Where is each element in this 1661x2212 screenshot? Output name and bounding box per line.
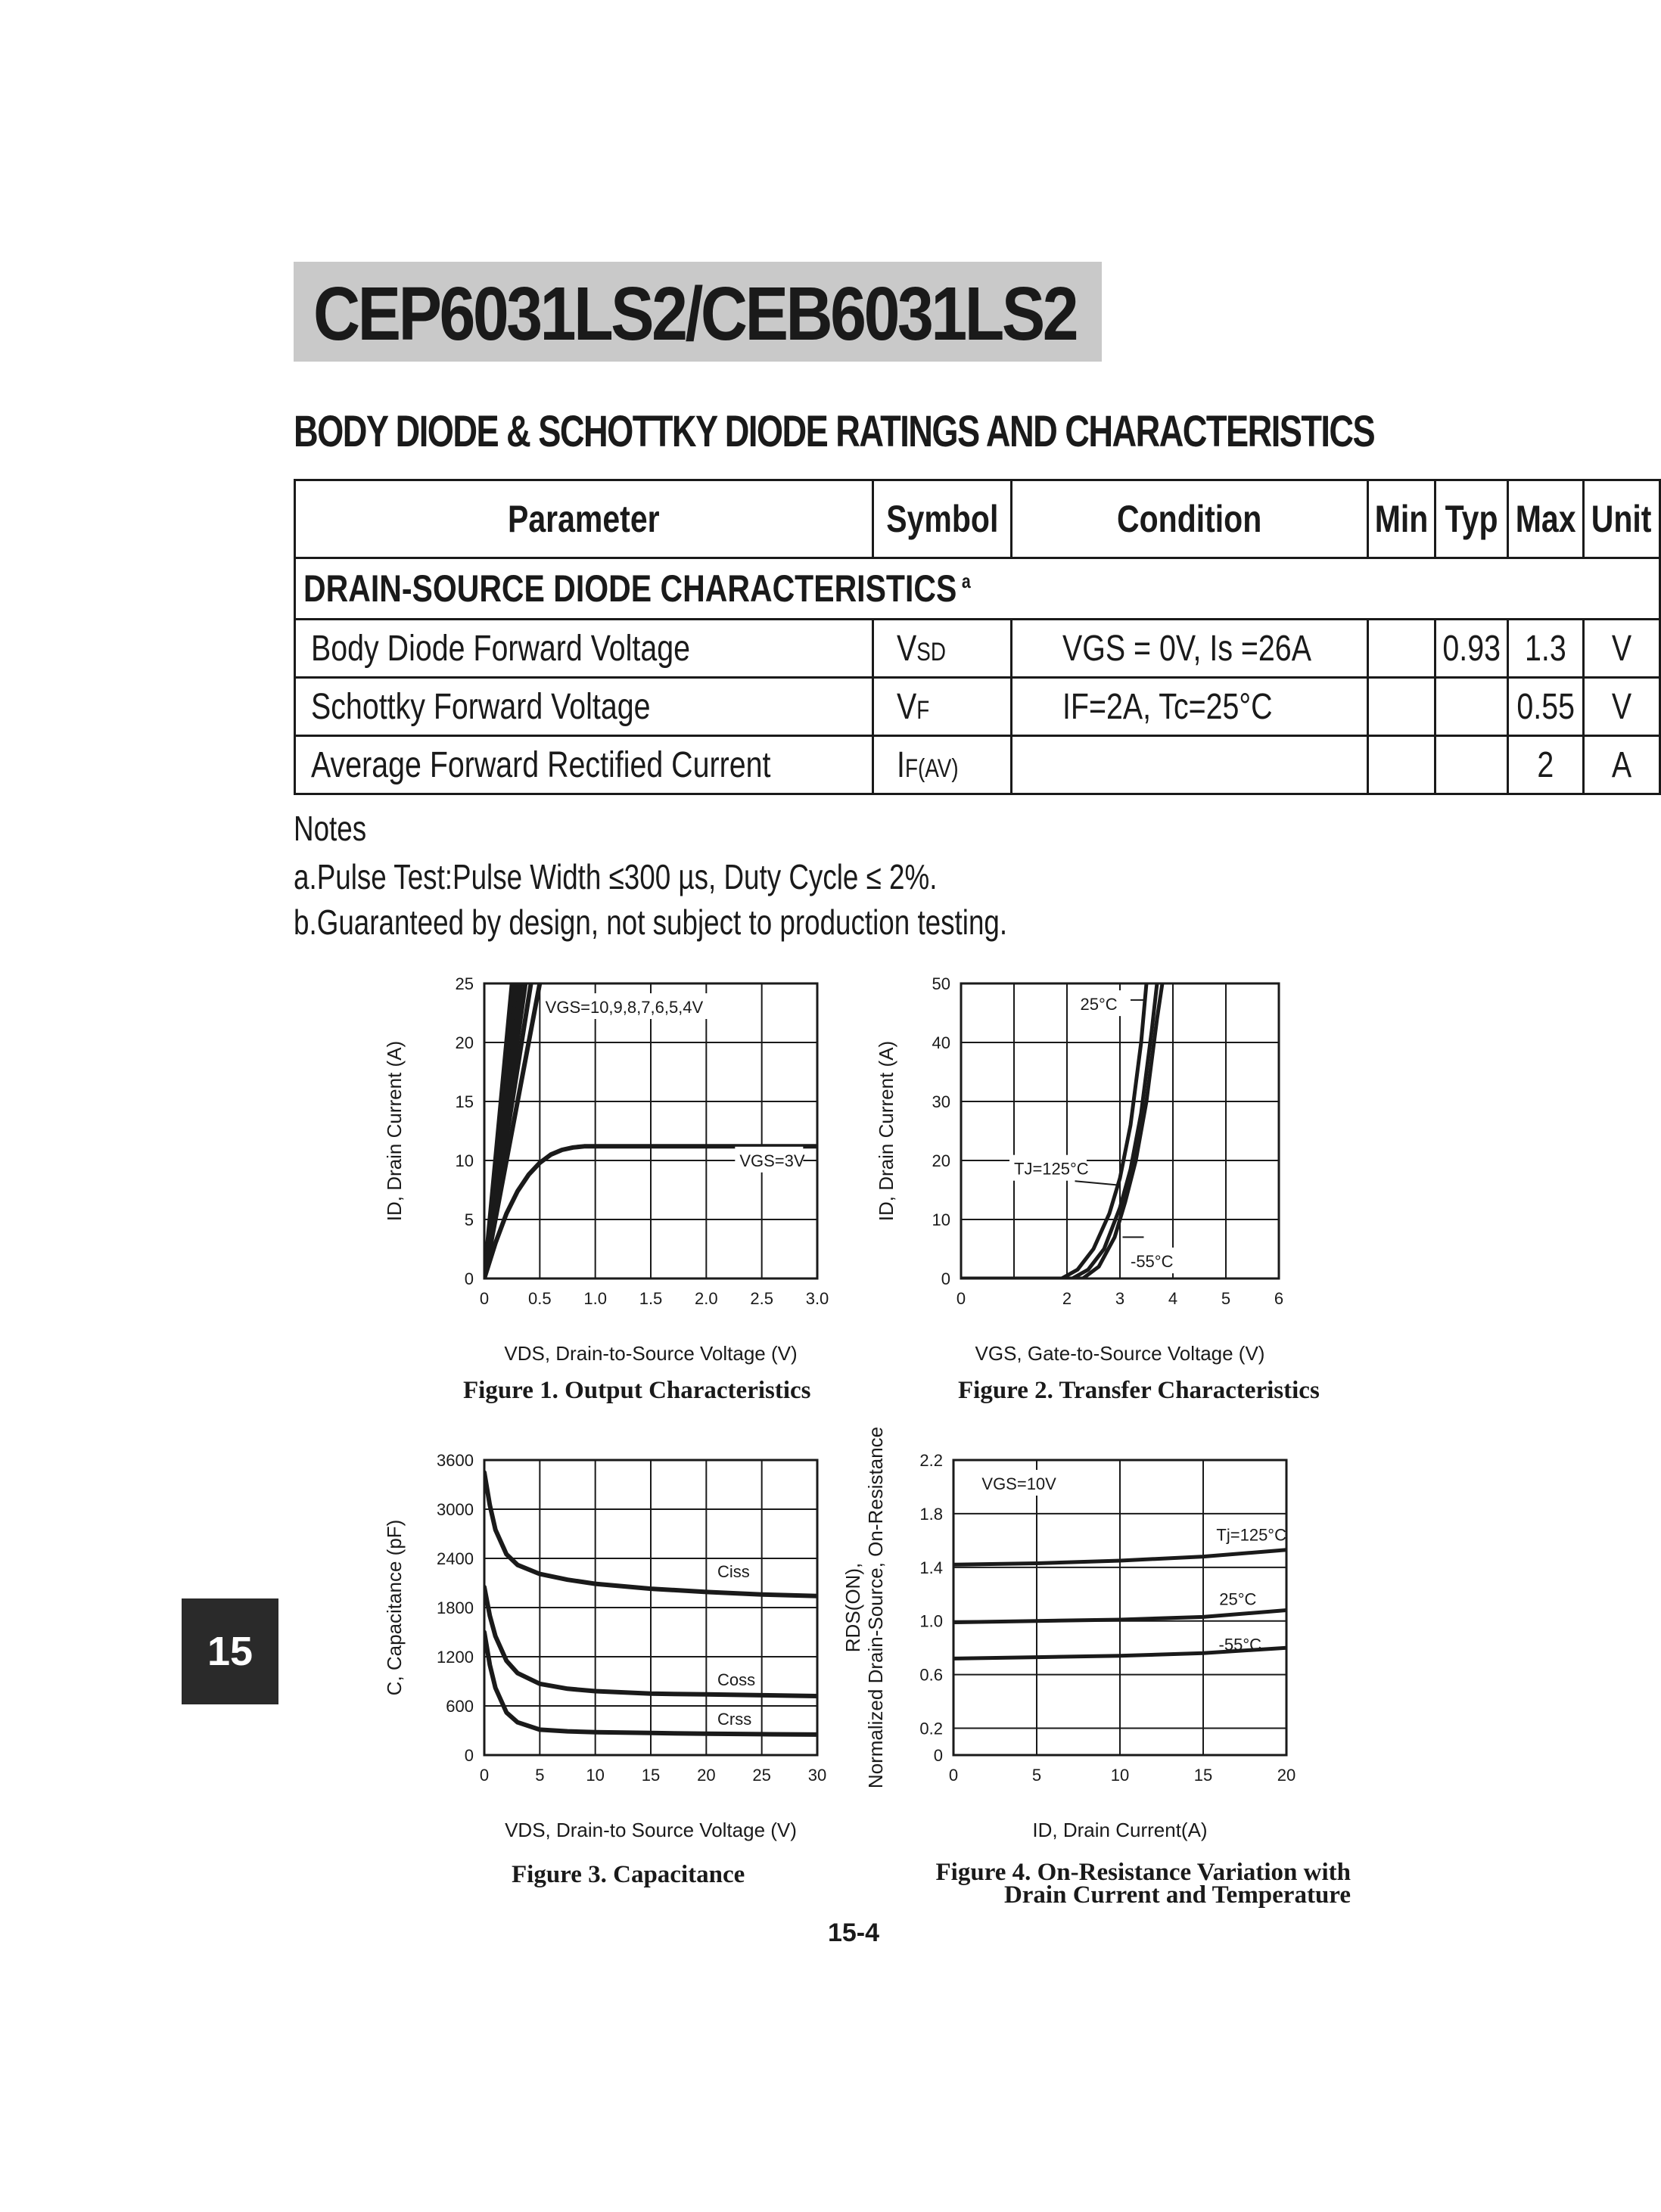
y-tick-label: 0.6 <box>919 1665 943 1685</box>
row-max: 1.3 <box>1525 628 1567 669</box>
figure-4-chart <box>841 1426 1317 1846</box>
annotation-label: 25°C <box>1219 1589 1257 1609</box>
annotation-label: Ciss <box>717 1561 750 1581</box>
y-tick-label: 5 <box>464 1210 474 1229</box>
y-tick-label: 2.2 <box>919 1451 943 1470</box>
row-symbol: V <box>896 628 917 669</box>
annotation-label: TJ=125°C <box>1014 1159 1089 1179</box>
header-max: Max <box>1508 480 1584 558</box>
x-tick-label: 10 <box>1110 1766 1130 1785</box>
y-axis-label-line-1: RDS(ON), <box>841 1562 864 1653</box>
x-tick-label: 2.0 <box>695 1289 718 1308</box>
y-tick-label: 600 <box>446 1697 474 1716</box>
row-symbol: I <box>896 744 905 785</box>
table-row <box>295 678 1660 736</box>
figure-2-caption: Figure 2. Transfer Characteristics <box>958 1377 1320 1404</box>
figure-1-chart <box>378 961 848 1369</box>
y-tick-label: 1200 <box>437 1648 474 1667</box>
annotation-label: 25°C <box>1080 995 1118 1014</box>
group-note: a <box>961 570 971 593</box>
header-min: Min <box>1367 480 1435 558</box>
annotation-label: -55°C <box>1218 1635 1261 1654</box>
group-label: DRAIN-SOURCE DIODE CHARACTERISTICS <box>303 567 957 610</box>
spec-table <box>294 479 1661 795</box>
y-tick-label: 10 <box>455 1151 474 1170</box>
x-axis-label: VDS, Drain-to-Source Voltage (V) <box>504 1342 798 1365</box>
x-tick-label: 0 <box>479 1289 490 1308</box>
figure-3-chart <box>378 1437 848 1846</box>
y-tick-label: 3600 <box>437 1451 474 1470</box>
y-tick-label: 1.0 <box>919 1611 943 1631</box>
row-condition: VGS = 0V, Is =26A <box>1062 628 1312 669</box>
y-tick-label: 20 <box>455 1033 474 1052</box>
row-max: 2 <box>1537 744 1554 785</box>
header-typ: Typ <box>1435 480 1507 558</box>
x-tick-label: 1.5 <box>639 1289 663 1308</box>
row-parameter: Average Forward Rectified Current <box>311 744 771 785</box>
x-tick-label: 20 <box>1277 1766 1296 1785</box>
row-max: 0.55 <box>1516 686 1575 727</box>
series-group <box>961 983 1162 1278</box>
annotation-label: Tj=125°C <box>1216 1525 1286 1545</box>
x-tick-label: 15 <box>641 1766 661 1785</box>
y-tick-label: 25 <box>455 974 474 993</box>
header-symbol: Symbol <box>872 480 1012 558</box>
table-header-row <box>295 480 1660 558</box>
y-tick-label: 50 <box>932 974 950 993</box>
table-row <box>295 736 1660 794</box>
x-axis-label: VDS, Drain-to Source Voltage (V) <box>505 1819 797 1841</box>
page-number: 15-4 <box>827 1918 880 1947</box>
y-axis-label <box>841 1427 887 1788</box>
series-line--55-c <box>961 983 1162 1278</box>
annotation-label: Coss <box>717 1670 756 1689</box>
x-tick-label: 0.5 <box>528 1289 552 1308</box>
y-tick-label: 40 <box>932 1033 950 1052</box>
x-axis-label: ID, Drain Current(A) <box>1032 1819 1208 1841</box>
annotation-label: -55°C <box>1131 1252 1174 1272</box>
y-tick-label: 15 <box>455 1092 474 1111</box>
y-tick-label: 1800 <box>437 1598 474 1617</box>
row-symbol: V <box>896 686 917 727</box>
y-tick-label: 10 <box>932 1210 950 1229</box>
x-tick-label: 5 <box>1031 1766 1042 1785</box>
y-tick-label: 0 <box>464 1746 474 1765</box>
x-tick-label: 20 <box>697 1766 716 1785</box>
x-tick-label: 6 <box>1274 1289 1284 1308</box>
annotation-label: Crss <box>717 1709 752 1729</box>
x-tick-label: 30 <box>807 1766 827 1785</box>
x-tick-label: 5 <box>1221 1289 1231 1308</box>
x-tick-label: 1.0 <box>583 1289 607 1308</box>
y-axis-label-line-2: Normalized Drain-Source, On-Resistance <box>864 1426 887 1789</box>
header-condition: Condition <box>1012 480 1367 558</box>
figure-3-caption: Figure 3. Capacitance <box>512 1861 745 1888</box>
annotation-label: VGS=3V <box>739 1151 805 1170</box>
y-tick-label: 1.8 <box>919 1504 943 1524</box>
page-title: CEP6031LS2/CEB6031LS2 <box>313 272 1077 356</box>
y-tick-label: 30 <box>932 1092 950 1111</box>
x-tick-label: 2 <box>1062 1289 1072 1308</box>
y-axis-label: ID, Drain Current (A) <box>383 1040 406 1222</box>
x-tick-label: 15 <box>1193 1766 1213 1785</box>
table-row <box>295 620 1660 678</box>
notes <box>294 806 1007 945</box>
x-tick-label: 0 <box>479 1766 490 1785</box>
y-axis-label: ID, Drain Current (A) <box>875 1040 897 1222</box>
x-tick-label: 25 <box>752 1766 771 1785</box>
row-unit: V <box>1611 628 1632 669</box>
figure-4-caption-text: Figure 4. On-Resistance Variation with Drain Current and Temperature <box>935 1859 1351 1909</box>
x-tick-label: 10 <box>586 1766 605 1785</box>
y-tick-label: 0 <box>933 1746 943 1765</box>
row-unit: A <box>1611 744 1632 785</box>
y-axis-label: C, Capacitance (pF) <box>383 1519 406 1696</box>
annotation-arrow <box>1075 1181 1121 1185</box>
y-tick-label: 3000 <box>437 1500 474 1519</box>
note-a: a.Pulse Test:Pulse Width ≤300 µs, Duty Cycle ≤ 2%. <box>294 857 938 896</box>
row-symbol-sub: SD <box>916 637 946 666</box>
figure-2-chart <box>870 961 1302 1369</box>
row-parameter: Schottky Forward Voltage <box>311 686 651 727</box>
row-symbol-sub: F(AV) <box>904 753 959 783</box>
y-tick-label: 0 <box>941 1269 950 1288</box>
x-tick-label: 4 <box>1168 1289 1178 1308</box>
figure-1-caption: Figure 1. Output Characteristics <box>463 1377 811 1404</box>
x-tick-label: 3.0 <box>805 1289 829 1308</box>
section-tab: 15 <box>182 1598 278 1704</box>
annotation-label: VGS=10V <box>981 1474 1056 1493</box>
row-symbol-sub: F <box>916 695 930 725</box>
notes-heading: Notes <box>294 809 367 848</box>
x-tick-label: 0 <box>948 1766 959 1785</box>
series-line-tj-125-c <box>961 983 1146 1278</box>
y-tick-label: 0.2 <box>919 1719 943 1738</box>
y-tick-label: 20 <box>932 1151 950 1170</box>
figure-4-caption <box>912 1859 1351 1909</box>
y-tick-label: 0 <box>464 1269 474 1288</box>
row-condition: IF=2A, Tc=25°C <box>1062 686 1273 727</box>
note-b: b.Guaranteed by design, not subject to production testing. <box>294 903 1008 942</box>
x-tick-label: 5 <box>535 1766 545 1785</box>
row-parameter: Body Diode Forward Voltage <box>311 628 691 669</box>
header-unit: Unit <box>1584 480 1659 558</box>
y-tick-label: 2400 <box>437 1549 474 1568</box>
y-tick-label: 1.4 <box>919 1558 943 1577</box>
x-tick-label: 0 <box>956 1289 966 1308</box>
header-parameter: Parameter <box>295 480 873 558</box>
table-group-row <box>295 558 1660 620</box>
section-heading: BODY DIODE & SCHOTTKY DIODE RATINGS AND CHARACTERISTICS <box>294 407 1375 456</box>
x-tick-label: 2.5 <box>750 1289 773 1308</box>
row-typ: 0.93 <box>1442 628 1501 669</box>
x-axis-label: VGS, Gate-to-Source Voltage (V) <box>975 1342 1265 1365</box>
annotation-label: VGS=10,9,8,7,6,5,4V <box>545 998 704 1017</box>
x-tick-label: 3 <box>1115 1289 1125 1308</box>
row-unit: V <box>1611 686 1632 727</box>
